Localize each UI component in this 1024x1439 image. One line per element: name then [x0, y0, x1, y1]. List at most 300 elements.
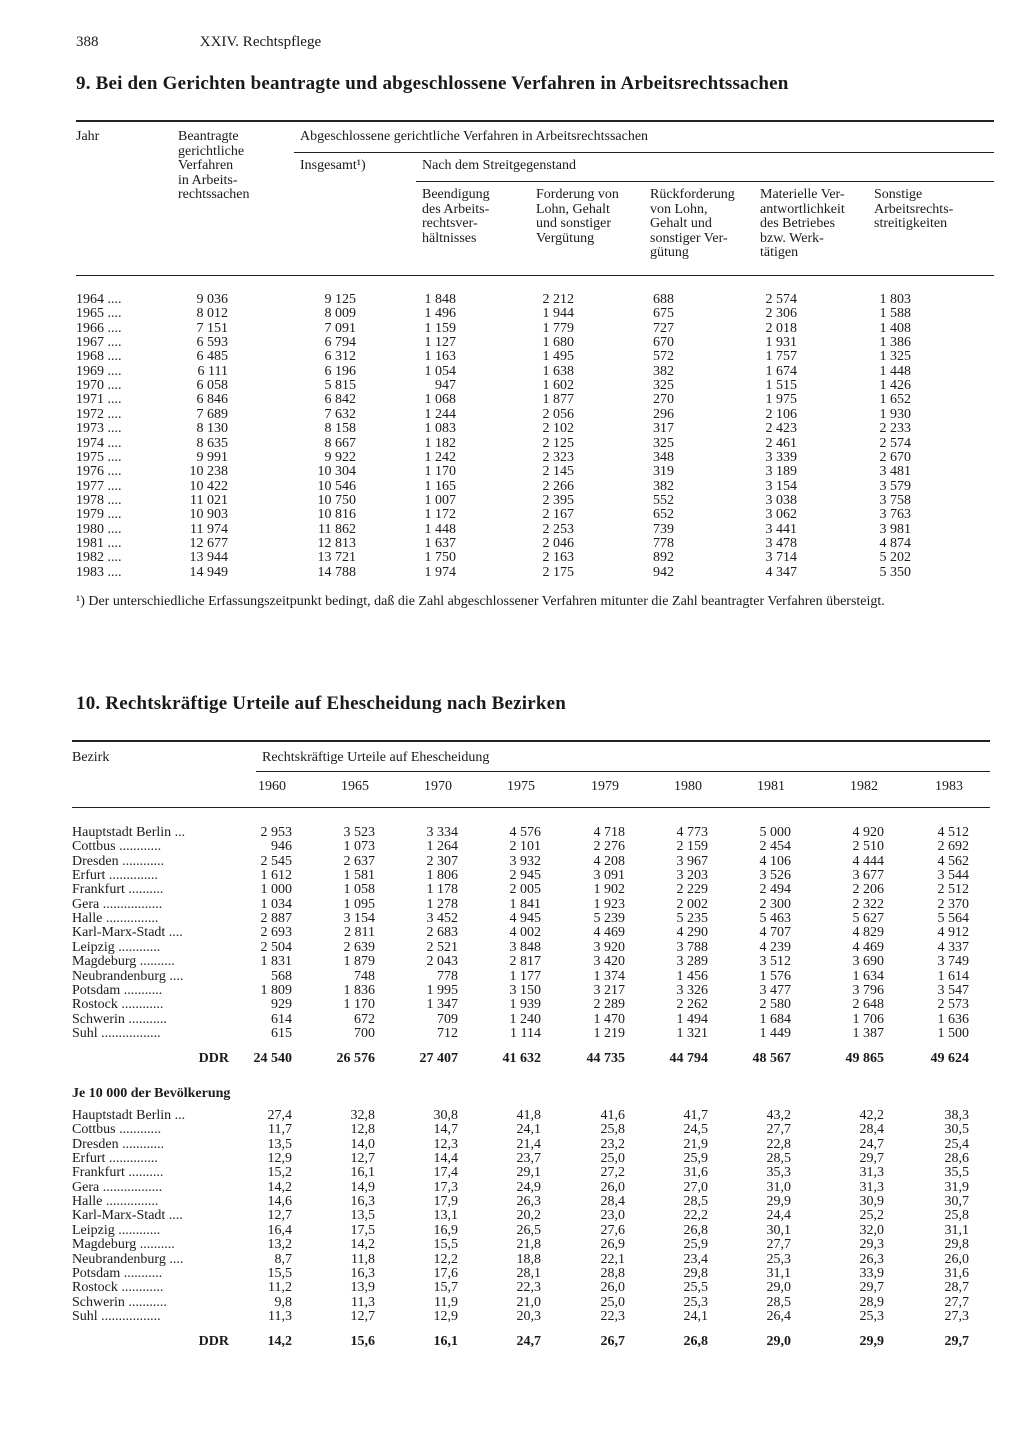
row-label: Rostock ............ [72, 997, 164, 1013]
table-cell: 13 721 [317, 550, 356, 566]
table-cell: 5 235 [676, 911, 708, 927]
total-cell: 27 407 [419, 1051, 458, 1067]
t9-header-sonstige: Sonstige Arbeitsrechts- streitigkeiten [874, 187, 954, 231]
table-cell: 1 636 [937, 1011, 969, 1027]
row-label: Gera ................. [72, 896, 163, 912]
table-cell: 15,7 [433, 1280, 458, 1296]
table-cell: 1 995 [426, 982, 458, 998]
row-label: 1979 .... [76, 507, 122, 523]
table-cell: 14,2 [267, 1179, 292, 1195]
row-label: Schwerin ........... [72, 1294, 167, 1310]
table-cell: 4 469 [852, 939, 884, 955]
table-cell: 2 043 [426, 954, 458, 970]
t9-header-materielle: Materielle Ver- antwortlichkeit des Betriebes bzw. Werk- tätigen [760, 187, 845, 260]
table-cell: 30,9 [859, 1194, 884, 1210]
table-cell: 1 974 [424, 564, 456, 580]
table-cell: 12,7 [267, 1208, 292, 1224]
table-cell: 11,3 [351, 1294, 375, 1310]
table-cell: 22,8 [766, 1136, 791, 1152]
row-label: Neubrandenburg .... [72, 968, 184, 984]
table-cell: 35,3 [766, 1165, 791, 1181]
table-cell: 2 159 [676, 839, 708, 855]
table-cell: 1 614 [937, 968, 969, 984]
total-cell: 29,9 [859, 1334, 884, 1350]
table-cell: 22,3 [600, 1308, 625, 1324]
t10-header-bezirk: Bezirk [72, 750, 110, 765]
table-cell: 3 544 [937, 868, 969, 884]
table-cell: 2 637 [343, 853, 375, 869]
table-cell: 2 229 [676, 882, 708, 898]
table-cell: 14 788 [317, 564, 356, 580]
total-cell: 14,2 [267, 1334, 292, 1350]
row-label: 1968 .... [76, 349, 122, 365]
table-cell: 17,3 [433, 1179, 458, 1195]
table-cell: 1 841 [509, 896, 541, 912]
row-label: Suhl ................. [72, 1025, 161, 1041]
table-cell: 3 690 [852, 954, 884, 970]
table-cell: 26,0 [944, 1251, 969, 1267]
table-cell: 29,8 [683, 1265, 708, 1281]
table-cell: 4 912 [937, 925, 969, 941]
table-cell: 43,2 [766, 1108, 791, 1123]
t10-header-bottom-rule [72, 807, 990, 808]
table-cell: 22,3 [516, 1280, 541, 1296]
table-cell: 1 637 [424, 535, 456, 551]
table-cell: 3 154 [765, 478, 797, 494]
table-cell: 8 635 [196, 435, 228, 451]
table-cell: 382 [653, 363, 674, 379]
table-cell: 1 244 [424, 406, 456, 422]
table-cell: 3 150 [509, 982, 541, 998]
table-cell: 3 062 [765, 507, 797, 523]
table-cell: 26,0 [600, 1179, 625, 1195]
table-cell: 3 334 [426, 825, 458, 840]
table-cell: 1 588 [879, 306, 911, 322]
table-cell: 2 887 [260, 911, 292, 927]
total-label: DDR [198, 1334, 229, 1350]
table-cell: 27,7 [766, 1122, 791, 1138]
row-label: 1976 .... [76, 464, 122, 480]
row-label: Karl-Marx-Stadt .... [72, 925, 183, 941]
table-cell: 1 674 [765, 363, 797, 379]
table-cell: 1 347 [426, 997, 458, 1013]
table-cell: 22,1 [600, 1251, 625, 1267]
table-cell: 11 862 [318, 521, 356, 537]
table-cell: 27,3 [944, 1308, 969, 1324]
table-cell: 348 [653, 449, 674, 465]
table-cell: 16,4 [267, 1222, 292, 1238]
table-cell: 4 002 [509, 925, 541, 941]
t9-header-beendigung: Beendigung des Arbeits- rechtsver- hältnisses [422, 187, 490, 246]
table-cell: 2 693 [260, 925, 292, 941]
table-cell: 33,9 [859, 1265, 884, 1281]
table-cell: 35,5 [944, 1165, 969, 1181]
table-cell: 22,2 [683, 1208, 708, 1224]
table-cell: 700 [354, 1025, 375, 1041]
t9-header-forderung: Forderung von Lohn, Gehalt und sonstiger Vergütung [536, 187, 619, 246]
row-label: Frankfurt .......... [72, 1165, 164, 1181]
table-cell: 1 449 [759, 1025, 791, 1041]
table-cell: 3 289 [676, 954, 708, 970]
table-cell: 2 307 [426, 853, 458, 869]
table-cell: 12,7 [350, 1151, 375, 1167]
table-cell: 13 944 [189, 550, 228, 566]
table-cell: 946 [271, 839, 292, 855]
table-cell: 24,1 [683, 1308, 708, 1324]
table-cell: 2 323 [542, 449, 574, 465]
table-cell: 13,5 [350, 1208, 375, 1224]
table-cell: 16,3 [350, 1265, 375, 1281]
table-cell: 1 083 [424, 421, 456, 437]
table-cell: 2 163 [542, 550, 574, 566]
table-cell: 1 182 [424, 435, 456, 451]
table-cell: 1 806 [426, 868, 458, 884]
t9-subgroup-rule [416, 181, 994, 182]
table-cell: 14 949 [189, 564, 228, 580]
table-cell: 572 [653, 349, 674, 365]
table-cell: 1 159 [424, 320, 456, 336]
table-cell: 2 056 [542, 406, 574, 422]
table-cell: 3 452 [426, 911, 458, 927]
table-cell: 42,2 [859, 1108, 884, 1123]
table-cell: 1 219 [593, 1025, 625, 1041]
table-cell: 3 547 [937, 982, 969, 998]
table-cell: 29,1 [516, 1165, 541, 1181]
table-cell: 1 803 [879, 292, 911, 307]
table-cell: 319 [653, 464, 674, 480]
table-cell: 4 718 [593, 825, 625, 840]
t10-header-group: Rechtskräftige Urteile auf Ehescheidung [262, 750, 490, 765]
table-cell: 8 130 [196, 421, 228, 437]
row-label: 1975 .... [76, 449, 122, 465]
table-cell: 2 322 [852, 896, 884, 912]
table-cell: 1 923 [593, 896, 625, 912]
table-cell: 24,1 [516, 1122, 541, 1138]
table-cell: 11,7 [268, 1122, 292, 1138]
table-cell: 12 677 [189, 535, 228, 551]
table-cell: 16,3 [350, 1194, 375, 1210]
total-cell: 26 576 [336, 1051, 375, 1067]
table-cell: 2 545 [260, 853, 292, 869]
page-number: 388 [76, 34, 99, 50]
table-cell: 7 151 [196, 320, 228, 336]
table-cell: 2 206 [852, 882, 884, 898]
row-label: Hauptstadt Berlin ... [72, 825, 186, 840]
total-cell: 49 865 [845, 1051, 884, 1067]
table-cell: 10 816 [317, 507, 356, 523]
table-cell: 2 580 [759, 997, 791, 1013]
table-cell: 1 386 [879, 335, 911, 351]
table-cell: 1 240 [509, 1011, 541, 1027]
table9-top-rule [76, 120, 994, 122]
table-cell: 2 953 [260, 825, 292, 840]
row-label: Halle ............... [72, 1194, 159, 1210]
row-label: Suhl ................. [72, 1308, 161, 1324]
total-label: DDR [198, 1051, 229, 1067]
table-cell: 30,1 [766, 1222, 791, 1238]
year-header: 1981 [757, 779, 785, 794]
table-cell: 1 680 [542, 335, 574, 351]
table-cell: 2 253 [542, 521, 574, 537]
table-cell: 11,9 [434, 1294, 458, 1310]
table-cell: 31,9 [944, 1179, 969, 1195]
table-cell: 1 321 [676, 1025, 708, 1041]
total-cell: 24 540 [253, 1051, 292, 1067]
table-cell: 1 581 [343, 868, 375, 884]
table-cell: 11,2 [268, 1280, 292, 1296]
row-label: Magdeburg .......... [72, 1237, 175, 1253]
table-cell: 1 634 [852, 968, 884, 984]
table-cell: 670 [653, 335, 674, 351]
table-cell: 15,5 [267, 1265, 292, 1281]
row-label: Leipzig ............ [72, 1222, 161, 1238]
table-cell: 12,3 [433, 1136, 458, 1152]
table-cell: 32,8 [350, 1108, 375, 1123]
table-cell: 4 239 [759, 939, 791, 955]
row-label: Potsdam ........... [72, 1265, 163, 1281]
table-cell: 30,7 [944, 1194, 969, 1210]
table-cell: 6 196 [324, 363, 356, 379]
table-cell: 25,9 [683, 1151, 708, 1167]
table-cell: 3 203 [676, 868, 708, 884]
table-cell: 3 038 [765, 492, 797, 508]
table-cell: 11,3 [268, 1308, 292, 1324]
table-cell: 1 127 [424, 335, 456, 351]
table-cell: 2 639 [343, 939, 375, 955]
table-cell: 709 [437, 1011, 458, 1027]
table-cell: 25,2 [859, 1208, 884, 1224]
table-cell: 4 208 [593, 853, 625, 869]
table-cell: 6 312 [324, 349, 356, 365]
table-cell: 26,5 [516, 1222, 541, 1238]
table-cell: 4 945 [509, 911, 541, 927]
table-cell: 25,5 [683, 1280, 708, 1296]
table-cell: 1 515 [765, 378, 797, 394]
row-label: 1977 .... [76, 478, 122, 494]
table-cell: 20,2 [516, 1208, 541, 1224]
year-header: 1960 [258, 779, 286, 794]
table-cell: 1 095 [343, 896, 375, 912]
table-cell: 26,3 [859, 1251, 884, 1267]
table-cell: 2 370 [937, 896, 969, 912]
row-label: Dresden ............ [72, 853, 165, 869]
table-cell: 1 387 [852, 1025, 884, 1041]
table-cell: 28,7 [944, 1280, 969, 1296]
table-cell: 8 667 [324, 435, 356, 451]
table-cell: 3 848 [509, 939, 541, 955]
table-cell: 28,4 [600, 1194, 625, 1210]
row-label: 1964 .... [76, 292, 122, 307]
table-cell: 14,0 [350, 1136, 375, 1152]
table-cell: 778 [653, 535, 674, 551]
table-cell: 1 448 [424, 521, 456, 537]
table-cell: 1 034 [260, 896, 292, 912]
table-cell: 28,4 [859, 1122, 884, 1138]
table-cell: 1 170 [343, 997, 375, 1013]
table-cell: 25,0 [600, 1151, 625, 1167]
table-cell: 3 512 [759, 954, 791, 970]
table-cell: 1 163 [424, 349, 456, 365]
table-cell: 4 874 [879, 535, 911, 551]
table-cell: 29,0 [766, 1280, 791, 1296]
table-cell: 12,2 [433, 1251, 458, 1267]
table-cell: 614 [271, 1011, 292, 1027]
t9-header-jahr: Jahr [76, 129, 100, 144]
table-cell: 2 648 [852, 997, 884, 1013]
t9-header-bottom-rule [76, 275, 994, 276]
table-cell: 2 817 [509, 954, 541, 970]
table-cell: 1 706 [852, 1011, 884, 1027]
table-cell: 21,0 [516, 1294, 541, 1310]
table-cell: 2 454 [759, 839, 791, 855]
table-cell: 17,4 [433, 1165, 458, 1181]
table-cell: 2 125 [542, 435, 574, 451]
table-cell: 3 579 [879, 478, 911, 494]
table-cell: 1 576 [759, 968, 791, 984]
table-cell: 3 189 [765, 464, 797, 480]
table-cell: 2 504 [260, 939, 292, 955]
table-cell: 3 796 [852, 982, 884, 998]
table-cell: 3 967 [676, 853, 708, 869]
table-cell: 6 485 [196, 349, 228, 365]
table-cell: 1 931 [765, 335, 797, 351]
table-cell: 1 374 [593, 968, 625, 984]
table-cell: 5 815 [324, 378, 356, 394]
row-label: 1983 .... [76, 564, 122, 580]
table-cell: 1 170 [424, 464, 456, 480]
table-cell: 28,5 [766, 1294, 791, 1310]
table-cell: 20,3 [516, 1308, 541, 1324]
table-cell: 27,0 [683, 1179, 708, 1195]
table-cell: 14,2 [350, 1237, 375, 1253]
table-cell: 28,6 [944, 1151, 969, 1167]
table-cell: 9 036 [196, 292, 228, 307]
total-cell: 29,7 [944, 1334, 969, 1350]
table-cell: 27,7 [944, 1294, 969, 1310]
t9-header-insgesamt: Insgesamt¹) [300, 158, 366, 173]
table-cell: 2 306 [765, 306, 797, 322]
row-label: 1978 .... [76, 492, 122, 508]
table-cell: 1 058 [343, 882, 375, 898]
row-label: Neubrandenburg .... [72, 1251, 184, 1267]
table-cell: 29,9 [766, 1194, 791, 1210]
row-label: 1971 .... [76, 392, 122, 408]
table-cell: 1 073 [343, 839, 375, 855]
table-cell: 25,3 [859, 1308, 884, 1324]
table-cell: 2 574 [879, 435, 911, 451]
table-cell: 17,5 [350, 1222, 375, 1238]
table-cell: 1 902 [593, 882, 625, 898]
table-cell: 1 779 [542, 320, 574, 336]
table-cell: 11,8 [351, 1251, 375, 1267]
table-cell: 12,9 [267, 1151, 292, 1167]
table-cell: 31,1 [944, 1222, 969, 1238]
table-cell: 24,4 [766, 1208, 791, 1224]
table-cell: 9,8 [274, 1294, 292, 1310]
table-cell: 4 106 [759, 853, 791, 869]
row-label: 1974 .... [76, 435, 122, 451]
row-label: Frankfurt .......... [72, 882, 164, 898]
row-label: 1973 .... [76, 421, 122, 437]
table-cell: 14,9 [350, 1179, 375, 1195]
table-cell: 2 300 [759, 896, 791, 912]
table-cell: 3 677 [852, 868, 884, 884]
row-label: Halle ............... [72, 911, 159, 927]
total-cell: 29,0 [766, 1334, 791, 1350]
table-cell: 26,9 [600, 1237, 625, 1253]
table-cell: 23,2 [600, 1136, 625, 1152]
total-cell: 44 735 [586, 1051, 625, 1067]
table-cell: 38,3 [944, 1108, 969, 1123]
table-cell: 3 526 [759, 868, 791, 884]
table-cell: 15,2 [267, 1165, 292, 1181]
table-cell: 21,8 [516, 1237, 541, 1253]
table-cell: 2 212 [542, 292, 574, 307]
table-cell: 13,1 [433, 1208, 458, 1224]
table-cell: 2 461 [765, 435, 797, 451]
row-label: 1967 .... [76, 335, 122, 351]
table-cell: 41,7 [683, 1108, 708, 1123]
table-cell: 25,3 [683, 1294, 708, 1310]
total-cell: 48 567 [752, 1051, 791, 1067]
row-label: Potsdam ........... [72, 982, 163, 998]
table-cell: 10 238 [189, 464, 228, 480]
row-label: 1972 .... [76, 406, 122, 422]
table-cell: 1 879 [343, 954, 375, 970]
table-cell: 10 546 [317, 478, 356, 494]
table-cell: 1 939 [509, 997, 541, 1013]
table-cell: 2 262 [676, 997, 708, 1013]
table-cell: 4 347 [765, 564, 797, 580]
table-cell: 28,1 [516, 1265, 541, 1281]
table-cell: 23,4 [683, 1251, 708, 1267]
total-cell: 26,8 [683, 1334, 708, 1350]
table-cell: 16,1 [350, 1165, 375, 1181]
table-cell: 1 172 [424, 507, 456, 523]
table-cell: 26,4 [766, 1308, 791, 1324]
table-cell: 1 242 [424, 449, 456, 465]
table-cell: 3 339 [765, 449, 797, 465]
year-header: 1975 [507, 779, 535, 794]
table-cell: 1 068 [424, 392, 456, 408]
table-cell: 5 239 [593, 911, 625, 927]
table9-title: 9. Bei den Gerichten beantragte und abgeschlossene Verfahren in Arbeitsrechtssachen [76, 73, 789, 94]
table-cell: 24,7 [859, 1136, 884, 1152]
table-cell: 10 422 [189, 478, 228, 494]
table-cell: 1 848 [424, 292, 456, 307]
t10-group-rule [256, 771, 990, 772]
table-cell: 1 408 [879, 320, 911, 336]
table-cell: 325 [653, 378, 674, 394]
table-cell: 727 [653, 320, 674, 336]
table-cell: 17,9 [433, 1194, 458, 1210]
row-label: 1980 .... [76, 521, 122, 537]
table-cell: 27,4 [267, 1108, 292, 1123]
table-cell: 3 763 [879, 507, 911, 523]
total-cell: 49 624 [930, 1051, 969, 1067]
table-cell: 12,9 [433, 1308, 458, 1324]
table-cell: 31,3 [859, 1179, 884, 1195]
table-cell: 2 683 [426, 925, 458, 941]
table-cell: 652 [653, 507, 674, 523]
table-cell: 3 749 [937, 954, 969, 970]
t9-header-streitgegenstand: Nach dem Streitgegenstand [422, 158, 576, 173]
year-header: 1970 [424, 779, 452, 794]
table-cell: 2 145 [542, 464, 574, 480]
table-cell: 1 612 [260, 868, 292, 884]
row-label: Gera ................. [72, 1179, 163, 1195]
table-cell: 1 831 [260, 954, 292, 970]
